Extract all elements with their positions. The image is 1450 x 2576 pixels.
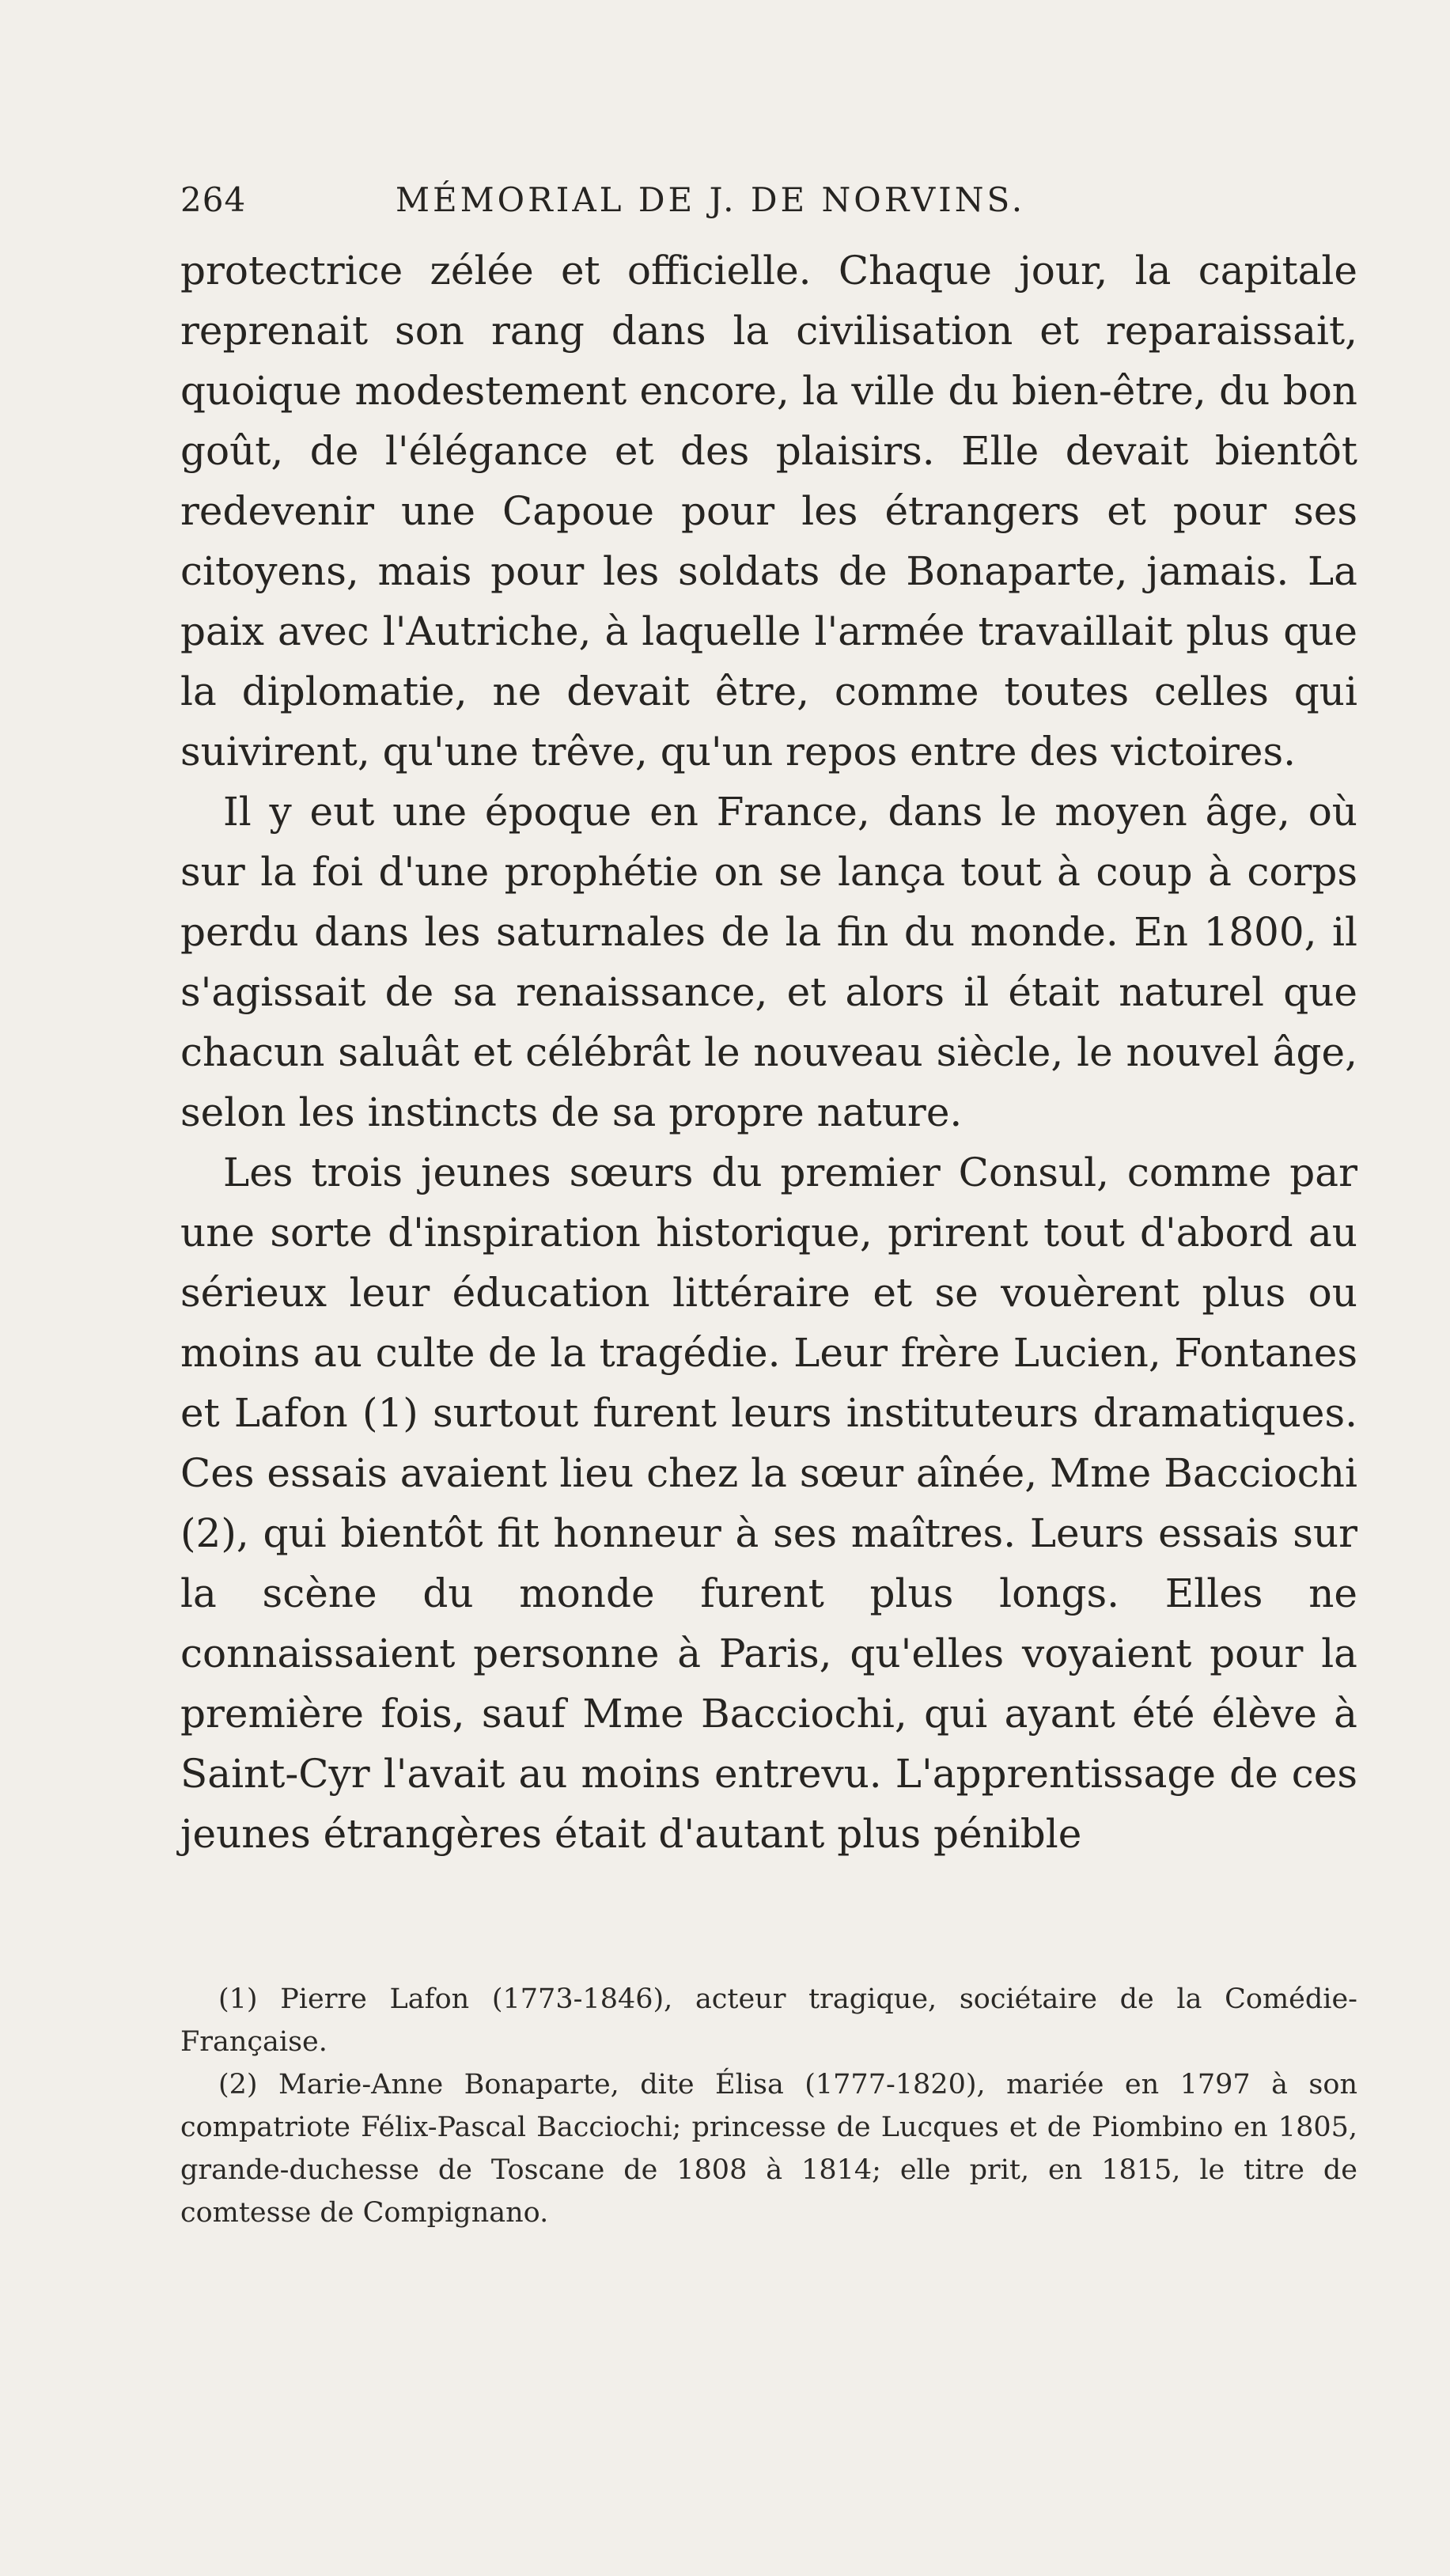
paragraph: Il y eut une époque en France, dans le moyen âge, où sur la foi d'une prophétie on se lança tout à coup à corps perdu dans les saturnales de la fin du monde. En 1800, il s'agissait de sa renaissance, et alors il était naturel que chacun saluât et célébrât le nouveau siècle, le nouvel âge, selon les instincts de sa propre nature. bbox=[180, 789, 1357, 1135]
page-number: 264 bbox=[180, 180, 247, 219]
running-title: MÉMORIAL DE J. DE NORVINS. bbox=[396, 180, 1026, 219]
footnote-1: (1) Pierre Lafon (1773-1846), acteur tragique, sociétaire de la Comédie-Française. bbox=[180, 1983, 1357, 2058]
footnote-2: (2) Marie-Anne Bonaparte, dite Élisa (1777-1820), mariée en 1797 à son compatriote Félix-Pascal Bacciochi; princesse de Lucques et de Piombino en 1805, grande-duchesse de Toscane de 1808 à 1814; elle prit, en 1815, le titre de comtesse de Compignano. bbox=[180, 2069, 1357, 2229]
paragraph-continuation: protectrice zélée et officielle. Chaque jour, la capitale reprenait son rang dans la civilisation et reparaissait, quoique modestement encore, la ville du bien-être, du bon goût, de l'élégance et des plaisirs. Elle devait bientôt redevenir une Capoue pour les étrangers et pour ses citoyens, mais pour les soldats de Bonaparte, jamais. La paix avec l'Autriche, à laquelle l'armée travaillait plus que la diplomatie, ne devait être, comme toutes celles qui suivirent, qu'une trêve, qu'un repos entre des victoires. bbox=[180, 248, 1357, 775]
page-header bbox=[180, 172, 1357, 228]
footnotes bbox=[180, 1978, 1357, 2234]
main-text bbox=[180, 241, 1357, 1864]
paragraph: Les trois jeunes sœurs du premier Consul, comme par une sorte d'inspiration historique, prirent tout d'abord au sérieux leur éducation littéraire et se vouèrent plus ou moins au culte de la tragédie. Leur frère Lucien, Fontanes et Lafon (1) surtout furent leurs instituteurs dramatiques. Ces essais avaient lieu chez la sœur aînée, Mme Bacciochi (2), qui bientôt fit honneur à ses maîtres. Leurs essais sur la scène du monde furent plus longs. Elles ne connaissaient personne à Paris, qu'elles voyaient pour la première fois, sauf Mme Bacciochi, qui ayant été élève à Saint-Cyr l'avait au moins entrevu. L'apprentissage de ces jeunes étrangères était d'autant plus pénible bbox=[180, 1150, 1357, 1857]
